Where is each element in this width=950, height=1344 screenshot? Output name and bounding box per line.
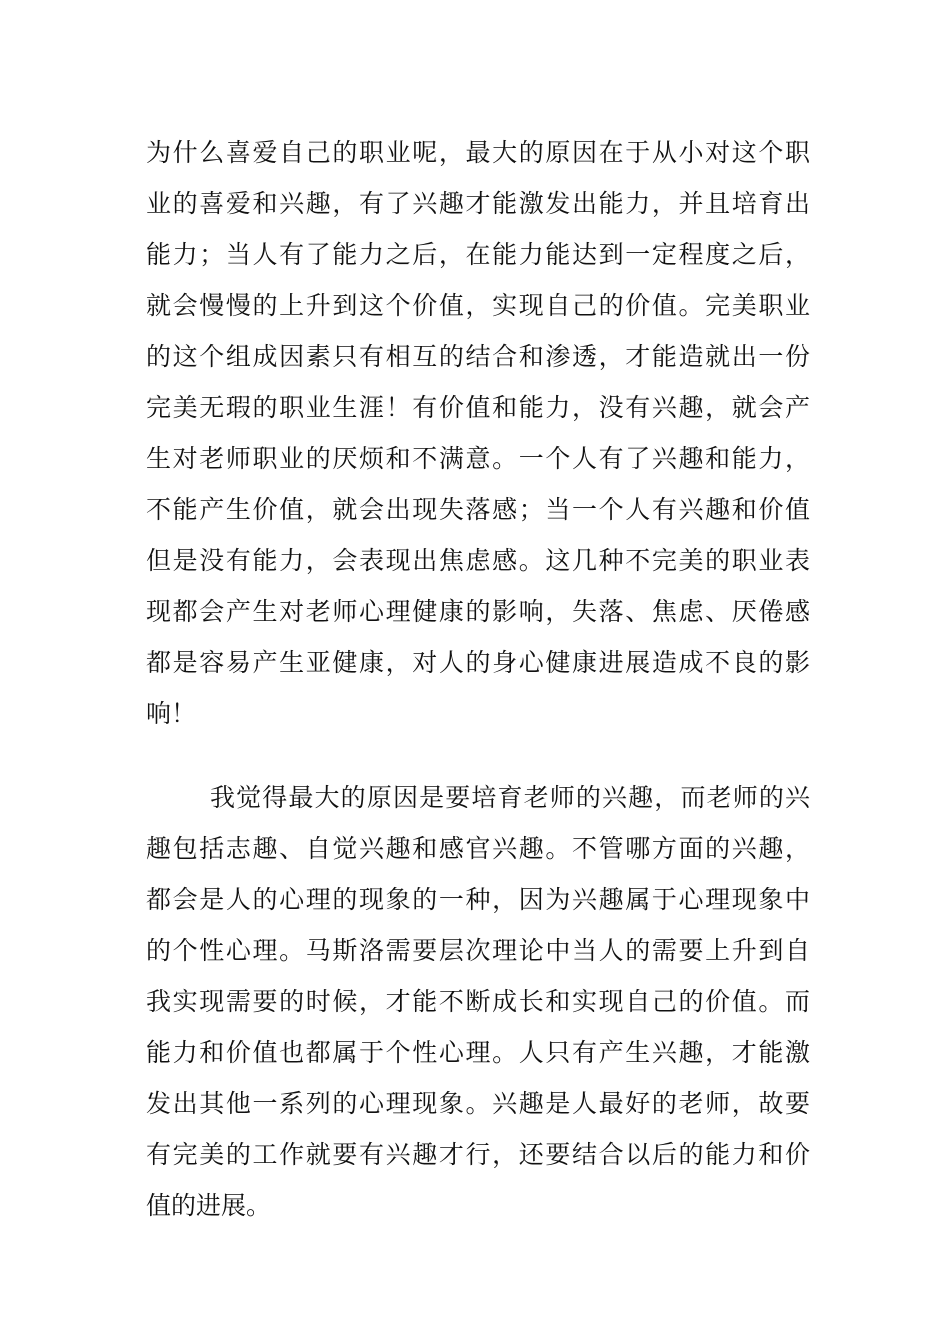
paragraph-line: 为什么喜爱自己的职业呢，最大的原因在于从小对这个职 bbox=[146, 138, 810, 167]
paragraph-1 bbox=[146, 127, 810, 739]
paragraph-line: 能力；当人有了能力之后，在能力能达到一定程度之后， bbox=[146, 240, 810, 269]
paragraph-line: 能力和价值也都属于个性心理。人只有产生兴趣，才能激 bbox=[146, 1038, 810, 1067]
paragraph-line: 值的进展。 bbox=[146, 1191, 272, 1220]
paragraph-line: 有完美的工作就要有兴趣才行，还要结合以后的能力和价 bbox=[146, 1140, 810, 1169]
paragraph-line: 现都会产生对老师心理健康的影响，失落、焦虑、厌倦感 bbox=[146, 597, 810, 626]
paragraph-line: 完美无瑕的职业生涯！有价值和能力，没有兴趣，就会产 bbox=[146, 393, 810, 422]
paragraph-line: 我实现需要的时候，才能不断成长和实现自己的价值。而 bbox=[146, 987, 810, 1016]
paragraph-line: 的个性心理。马斯洛需要层次理论中当人的需要上升到自 bbox=[146, 936, 810, 965]
paragraph-line: 发出其他一系列的心理现象。兴趣是人最好的老师，故要 bbox=[146, 1089, 810, 1118]
paragraph-line: 都会是人的心理的现象的一种，因为兴趣属于心理现象中 bbox=[146, 885, 810, 914]
paragraph-line: 趣包括志趣、自觉兴趣和感官兴趣。不管哪方面的兴趣， bbox=[146, 834, 810, 863]
paragraph-line: 的这个组成因素只有相互的结合和渗透，才能造就出一份 bbox=[146, 342, 810, 371]
paragraph-line: 业的喜爱和兴趣，有了兴趣才能激发出能力，并且培育出 bbox=[146, 189, 810, 218]
paragraph-line: 生对老师职业的厌烦和不满意。一个人有了兴趣和能力， bbox=[146, 444, 810, 473]
paragraph-line: 响！ bbox=[146, 699, 197, 728]
paragraph-line: 就会慢慢的上升到这个价值，实现自己的价值。完美职业 bbox=[146, 291, 810, 320]
paragraph-2 bbox=[146, 772, 810, 1231]
paragraph-line: 都是容易产生亚健康，对人的身心健康进展造成不良的影 bbox=[146, 648, 810, 677]
paragraph-line: 不能产生价值，就会出现失落感；当一个人有兴趣和价值 bbox=[146, 495, 810, 524]
paragraph-line: 但是没有能力，会表现出焦虑感。这几种不完美的职业表 bbox=[146, 546, 810, 575]
paragraph-line-indented: 我觉得最大的原因是要培育老师的兴趣，而老师的兴 bbox=[210, 783, 810, 812]
